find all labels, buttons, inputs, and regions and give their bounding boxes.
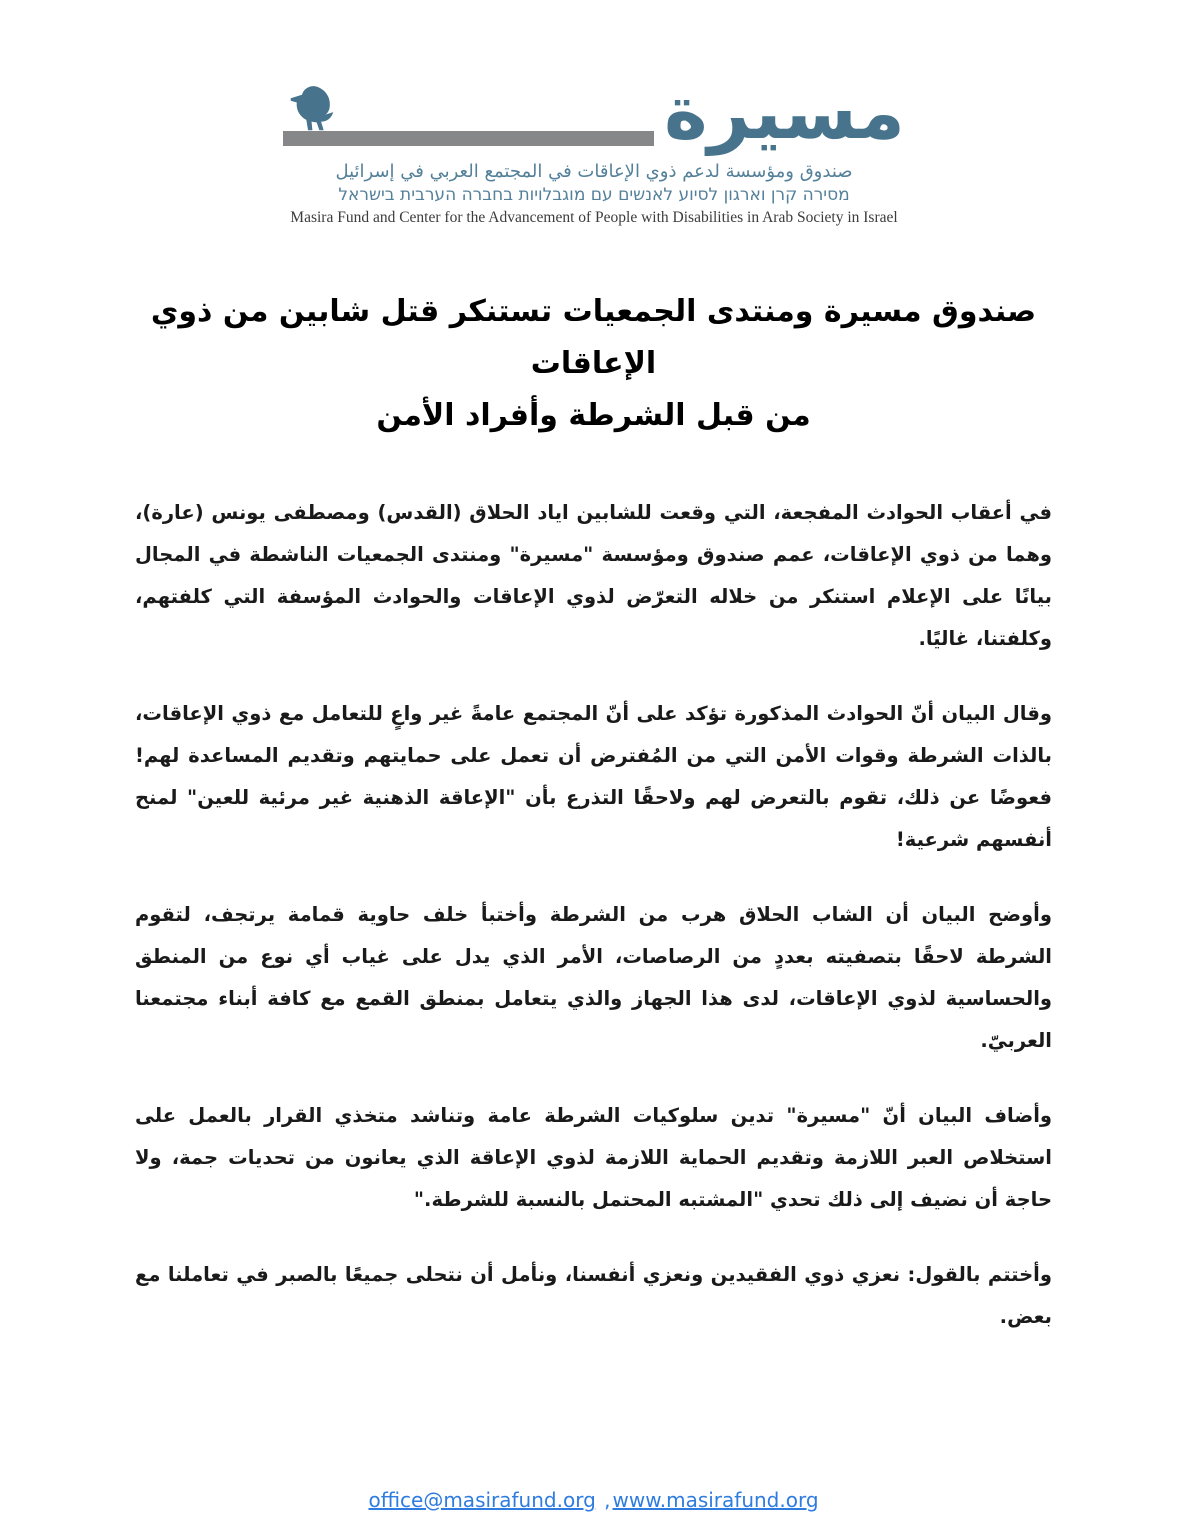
paragraph-2: وقال البيان أنّ الحوادث المذكورة تؤكد على أنّ المجتمع عامةً غير واعٍ للتعامل مع ذوي الإعاقات، بالذات الشرطة وقوات الأمن التي من المُفترض أن تعمل على حمايتهم وتقديم المساعدة لهم! فعوضًا عن ذلك، تقوم بالتعرض لهم ولاحقًا التذرع بأن "الإعاقة الذهنية غير مرئية للعين" لمنح أنفسهم شرعية! [135,702,1052,851]
paragraph-5: وأختتم بالقول: نعزي ذوي الفقيدين ونعزي أنفسنا، ونأمل أن نتحلى جميعًا بالصبر في تعاملنا مع بعض. [135,1263,1052,1328]
title-line-1: صندوق مسيرة ومنتدى الجمعيات تستنكر قتل شابين من ذوي الإعاقات [150,294,1037,381]
masira-logo [283,52,905,228]
logo-subtitle-hebrew: מסירה קרן וארגון לסיוע לאנשים עם מוגבלויות בחברה הערבית בישראל [338,185,850,205]
logo-wordmark: مسيرة [654,78,905,148]
press-release-title [90,286,1097,442]
paragraph-3: وأوضح البيان أن الشاب الحلاق هرب من الشرطة وأختبأ خلف حاوية قمامة يرتجف، لتقوم الشرطة لاحقًا بتصفيته بعددٍ من الرصاصات، الأمر الذي يدل على غياب أي نوع من المنطق والحساسية لذوي الإعاقات، لدى هذا الجهاز والذي يتعامل بمنطق القمع مع كافة أبناء مجتمعنا العربيّ. [135,903,1052,1052]
bird-icon [289,80,341,132]
logo-subtitle-arabic: صندوق ومؤسسة لدعم ذوي الإعاقات في المجتمع العربي في إسرائيل [335,161,853,182]
press-release-body [135,492,1052,1371]
website-link[interactable]: www.masirafund.org [612,1488,819,1512]
title-line-2: من قبل الشرطة وأفراد الأمن [376,398,811,433]
footer [0,1488,1187,1512]
paragraph-4: وأضاف البيان أنّ "مسيرة" تدين سلوكيات الشرطة عامة وتناشد متخذي القرار بالعمل على استخلاص العبر اللازمة وتقديم الحماية اللازمة لذوي الإعاقة الذي يعانون من تحديات جمة، ولا حاجة أن نضيف إلى ذلك تحدي "المشتبه المحتمل بالنسبة للشرطة." [135,1104,1052,1211]
paragraph-1: في أعقاب الحوادث المفجعة، التي وقعت للشابين اياد الحلاق (القدس) ومصطفى يونس (عارة)، وهما من ذوي الإعاقات، عمم صندوق ومؤسسة "مسيرة" ومنتدى الجمعيات الناشطة في المجال بيانًا على الإعلام استنكر من خلاله التعرّض لذوي الإعاقات والحوادث المؤسفة التي كلفتهم، وكلفتنا، غاليًا. [135,501,1052,650]
footer-comma: , [604,1488,611,1512]
footer-separator [596,1488,602,1512]
logo-row [283,52,905,154]
logo-subtitle-english: Masira Fund and Center for the Advancement of People with Disabilities in Arab Society in Israel [290,209,898,226]
email-link[interactable]: office@masirafund.org [368,1488,596,1512]
